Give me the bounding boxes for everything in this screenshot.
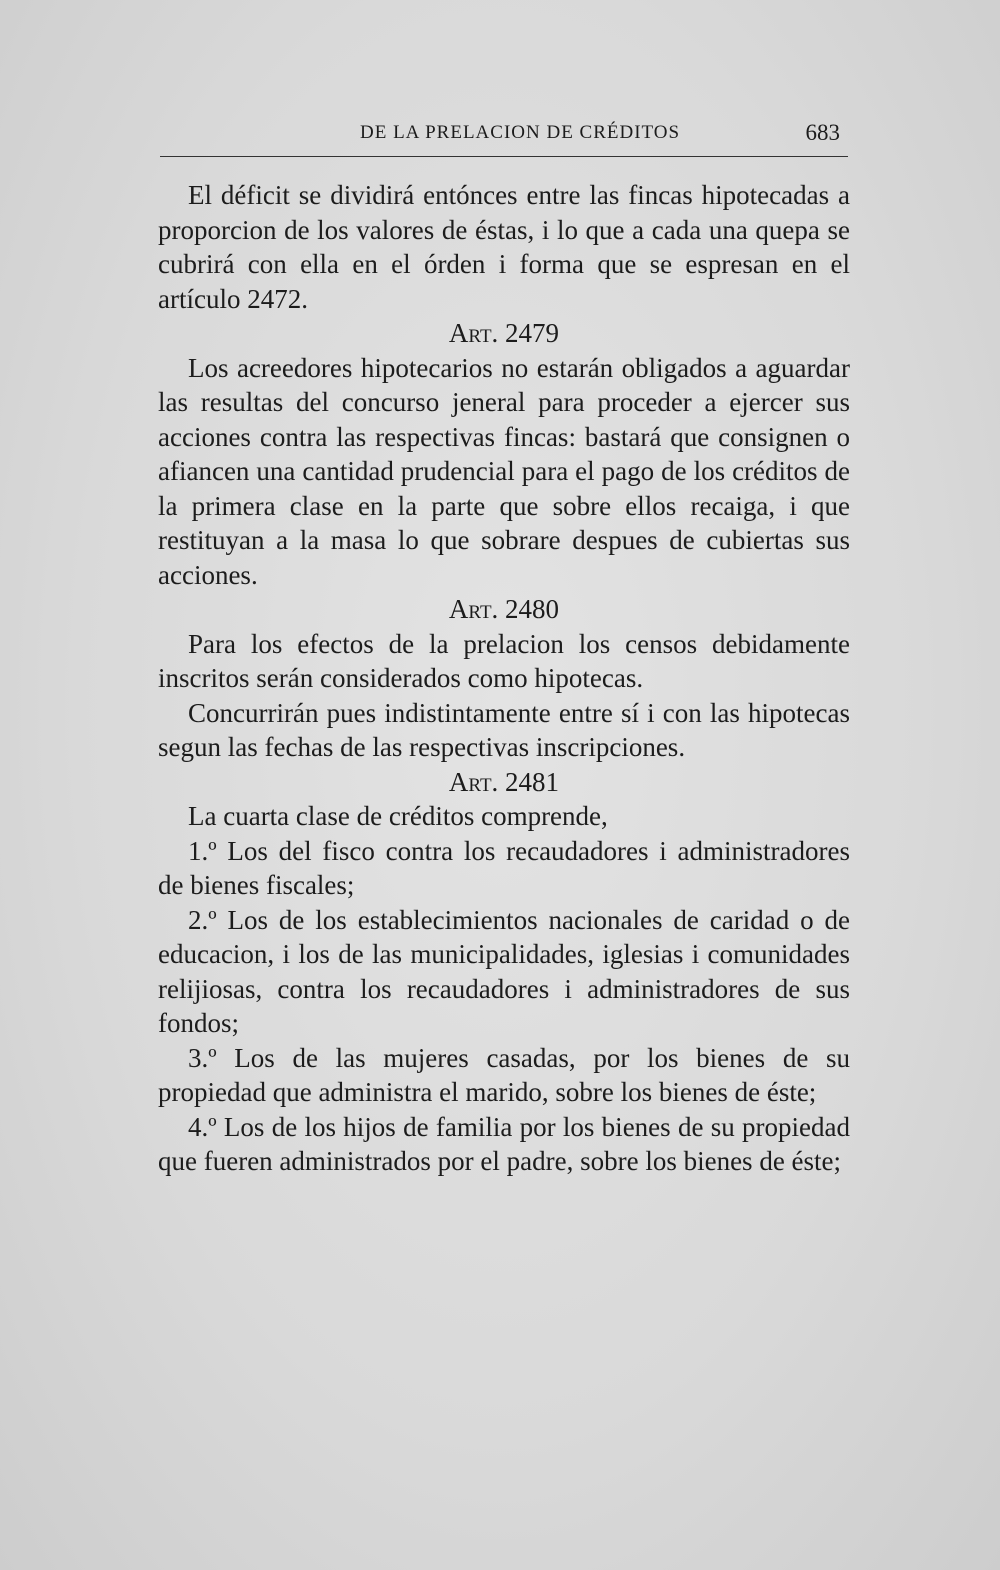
list-item: 1.º Los del fisco contra los recaudadores i administradores de bienes fiscales; — [158, 835, 850, 900]
list-item: 4.º Los de los hijos de familia por los bienes de su propiedad que fueren administrados por el padre, sobre los bienes de éste; — [158, 1111, 850, 1176]
page-number: 683 — [805, 120, 840, 145]
header-rule — [160, 156, 848, 157]
list-item: 3.º Los de las mujeres casadas, por los bienes de su propiedad que administra el marido, sobre los bienes de éste; — [158, 1042, 850, 1107]
article-heading: Art. 2479 — [448, 318, 560, 348]
article-heading: Art. 2481 — [448, 766, 560, 797]
paragraph: El déficit se dividirá entónces entre las fincas hipotecadas a proporcion de los valores de éstas, i lo que a cada una quepa se cubrirá con ella en el órden i forma que se espresan en el artículo 2472. — [158, 180, 850, 314]
page-body — [158, 178, 850, 1179]
list-item: 2.º Los de los establecimientos nacionales de caridad o de educacion, i los de las municipalidades, iglesias i comunidades relijiosas, contra los recaudadores i administradores de sus fondos; — [158, 904, 850, 1038]
paragraph: Concurrirán pues indistintamente entre sí i con las hipotecas segun las fechas de las respectivas inscripciones. — [158, 697, 850, 762]
running-header — [160, 122, 848, 152]
paragraph: La cuarta clase de créditos comprende, — [188, 801, 608, 831]
paragraph: Para los efectos de la prelacion los censos debidamente inscritos serán considerados como hipotecas. — [158, 628, 850, 693]
running-title: DE LA PRELACION DE CRÉDITOS — [360, 122, 681, 143]
paragraph: Los acreedores hipotecarios no estarán obligados a aguardar las resultas del concurso jeneral para proceder a ejercer sus acciones contra las respectivas fincas: bastará que consignen o afiancen una cantidad prudencial para el pago de los créditos de la primera clase en la parte que sobre ellos recaiga, i que restituyan a la masa lo que sobrare despues de cubiertas sus acciones. — [158, 352, 850, 590]
article-heading: Art. 2480 — [448, 594, 560, 624]
